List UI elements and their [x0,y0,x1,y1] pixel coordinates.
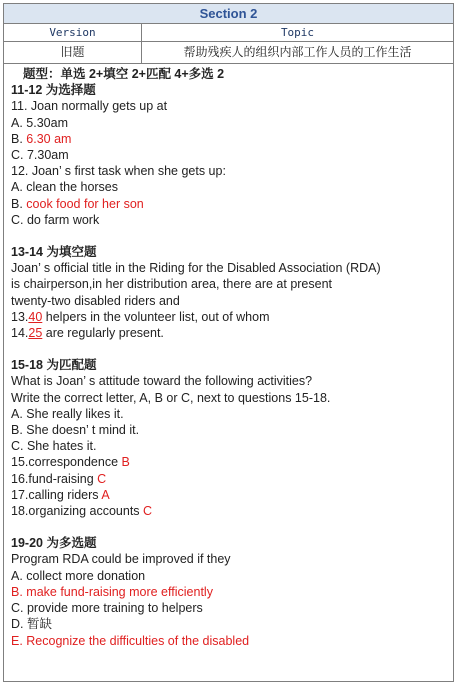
q15-answer: B [121,455,130,470]
q18-answer: C [143,504,153,519]
spacer [11,519,447,535]
multi-option-c: C. provide more training to helpers [11,601,203,616]
question-18 [11,503,447,519]
q12-option-c: C. do farm work [11,212,100,227]
multi-option-a: A. collect more donation [11,568,146,583]
q17-answer: A [101,487,110,502]
q12-option-a: A. clean the horses [11,180,119,195]
matching-option-c: C. She hates it. [11,439,97,454]
section-title: Section 2 [4,4,453,24]
q11-option-b [11,131,447,147]
question-15 [11,454,447,470]
section-heading-matching: 15-18 为匹配题 [11,358,97,373]
q16-answer: C [97,471,107,486]
q17-text: 17.calling riders [11,487,102,502]
q14-answer: 25 [28,326,43,341]
q15-text: 15.correspondence [11,455,122,470]
q18-text: 18.organizing accounts [11,504,144,519]
option-letter: B. [11,131,27,146]
q14-text: are regularly present. [42,326,164,341]
option-letter: B. [11,196,27,211]
content-body [4,64,453,649]
multi-option-d: D. 暂缺 [11,617,52,632]
question-13 [11,309,447,325]
document-frame [3,3,454,682]
question-16 [11,471,447,487]
matching-prompt-1: What is Joan’ s attitude toward the following activities? [11,374,313,389]
spacer [11,228,447,244]
table-header-row [4,24,453,42]
passage-line-2: is chairperson,in her distribution area, there are at present [11,277,333,292]
spacer [11,341,447,357]
section-heading-fill: 13-14 为填空题 [11,245,97,260]
q12-option-b [11,196,447,212]
version-header: Version [4,24,142,41]
section-heading-multi: 19-20 为多选题 [11,536,97,551]
answer-text: 6.30 am [26,131,72,146]
matching-prompt-2: Write the correct letter, A, B or C, next to questions 15-18. [11,390,331,405]
question-14 [11,325,447,341]
multi-option-e-answer: E. Recognize the difficulties of the disabled [11,633,250,648]
q16-text: 16.fund-raising [11,471,98,486]
q13-text: helpers in the volunteer list, out of whom [42,309,270,324]
topic-value: 帮助残疾人的组织内部工作人员的工作生活 [183,45,412,59]
answer-text: cook food for her son [26,196,144,211]
section-heading-choice: 11-12 为选择题 [11,83,96,98]
question-11: 11. Joan normally gets up at [11,99,168,114]
question-12: 12. Joan’ s first task when she gets up: [11,164,226,179]
question-types: 题型：单选 2+填空 2+匹配 4+多选 2 [23,67,225,81]
matching-option-b: B. She doesn’ t mind it. [11,423,140,438]
q11-option-a: A. 5.30am [11,115,68,130]
q11-option-c: C. 7.30am [11,148,69,163]
version-value: 旧题 [4,42,142,63]
multi-option-b-answer: B. make fund-raising more efficiently [11,584,213,599]
table-value-row [4,42,453,64]
topic-header: Topic [280,26,315,39]
multi-prompt: Program RDA could be improved if they [11,552,231,567]
matching-option-a: A. She really likes it. [11,406,124,421]
q14-number: 14. [11,326,29,341]
question-17 [11,487,447,503]
q13-number: 13. [11,309,29,324]
passage-line-3: twenty-two disabled riders and [11,293,180,308]
passage-line-1: Joan’ s official title in the Riding for the Disabled Association (RDA) [11,261,381,276]
q13-answer: 40 [28,309,43,324]
